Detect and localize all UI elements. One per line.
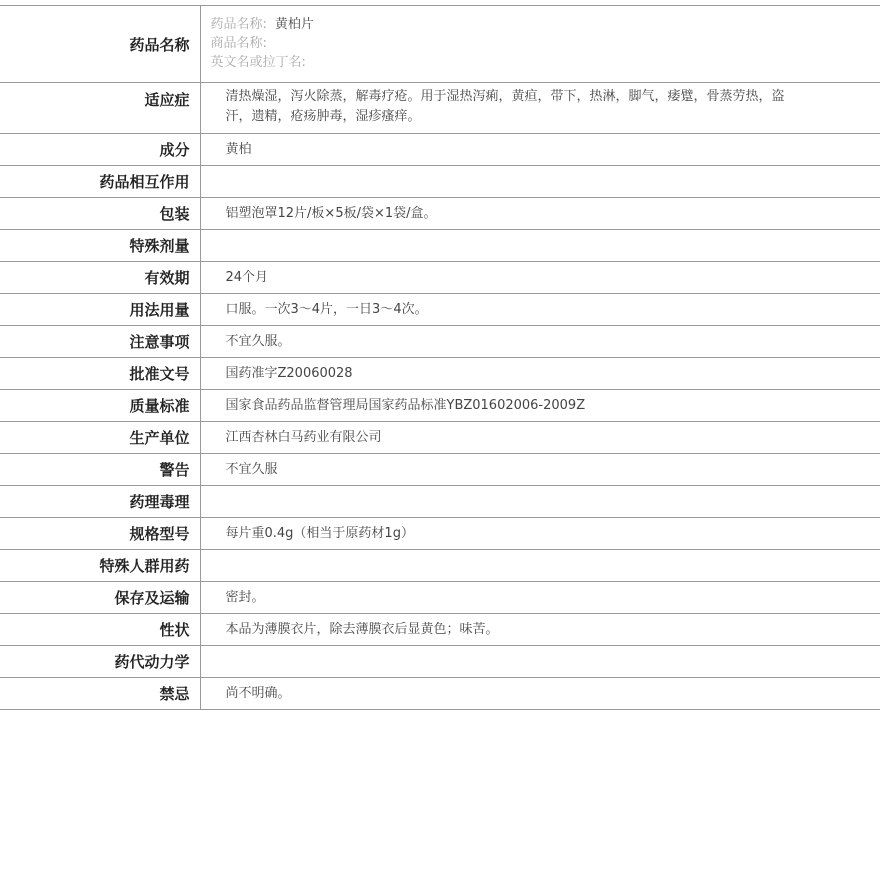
row-label-warning: 警告 — [0, 454, 200, 486]
english-name-line — [211, 53, 791, 72]
english-name-key: 英文名或拉丁名: — [210, 55, 306, 70]
table-row-quality-standard — [0, 390, 880, 422]
row-label-storage: 保存及运输 — [0, 582, 200, 614]
row-label-appearance: 性状 — [0, 614, 200, 646]
table-row-usage — [0, 294, 880, 326]
table-row-precautions — [0, 326, 880, 358]
generic-name-key: 药品名称: — [210, 17, 267, 32]
row-value-warning: 不宜久服 — [200, 454, 880, 486]
row-value-manufacturer: 江西杏林白马药业有限公司 — [200, 422, 880, 454]
generic-name-line — [211, 15, 791, 34]
generic-name-value: 黄柏片 — [274, 17, 314, 32]
row-label-usage: 用法用量 — [0, 294, 200, 326]
drug-name-cell — [200, 6, 880, 83]
row-label-precautions: 注意事项 — [0, 326, 200, 358]
row-label-pharmacokinetics: 药代动力学 — [0, 646, 200, 678]
row-label-specification: 规格型号 — [0, 518, 200, 550]
row-label-ingredients: 成分 — [0, 134, 200, 166]
row-value-special-dosage — [200, 230, 880, 262]
table-row-contraindications — [0, 678, 880, 710]
row-value-indication: 清热燥湿，泻火除蒸，解毒疗疮。用于湿热泻痢，黄疸，带下，热淋，脚气，痿躄，骨蒸劳热，盗汗，遗精，疮疡肿毒，湿疹瘙痒。 — [200, 83, 880, 134]
table-row-shelf-life — [0, 262, 880, 294]
row-label-quality-standard: 质量标准 — [0, 390, 200, 422]
table-row-pharmacokinetics — [0, 646, 880, 678]
row-value-specification: 每片重0.4g（相当于原药材1g） — [200, 518, 880, 550]
table-row-special-dosage — [0, 230, 880, 262]
table-row-warning — [0, 454, 880, 486]
row-value-contraindications: 尚不明确。 — [200, 678, 880, 710]
table-row-manufacturer — [0, 422, 880, 454]
drug-info-table — [0, 5, 880, 710]
row-label-packaging: 包装 — [0, 198, 200, 230]
row-label-contraindications: 禁忌 — [0, 678, 200, 710]
row-label-manufacturer: 生产单位 — [0, 422, 200, 454]
row-value-quality-standard: 国家食品药品监督管理局国家药品标准YBZ01602006-2009Z — [200, 390, 880, 422]
row-label-shelf-life: 有效期 — [0, 262, 200, 294]
table-row-specification — [0, 518, 880, 550]
row-label-special-populations: 特殊人群用药 — [0, 550, 200, 582]
table-row-drug-name — [0, 6, 880, 83]
row-label-special-dosage: 特殊剂量 — [0, 230, 200, 262]
row-value-interactions — [200, 166, 880, 198]
row-label-indication: 适应症 — [0, 83, 200, 134]
table-row-appearance — [0, 614, 880, 646]
row-value-storage: 密封。 — [200, 582, 880, 614]
row-value-pharmacology — [200, 486, 880, 518]
row-value-pharmacokinetics — [200, 646, 880, 678]
row-value-approval-number: 国药准字Z20060028 — [200, 358, 880, 390]
row-value-appearance: 本品为薄膜衣片，除去薄膜衣后显黄色；味苦。 — [200, 614, 880, 646]
row-label-approval-number: 批准文号 — [0, 358, 200, 390]
trade-name-line — [211, 34, 791, 53]
table-row-approval-number — [0, 358, 880, 390]
row-label-pharmacology: 药理毒理 — [0, 486, 200, 518]
table-row-indication — [0, 83, 880, 134]
table-row-ingredients — [0, 134, 880, 166]
row-value-packaging: 铝塑泡罩12片/板×5板/袋×1袋/盒。 — [200, 198, 880, 230]
table-row-storage — [0, 582, 880, 614]
row-value-special-populations — [200, 550, 880, 582]
table-row-interactions — [0, 166, 880, 198]
row-value-usage: 口服。一次3～4片，一日3～4次。 — [200, 294, 880, 326]
trade-name-key: 商品名称: — [210, 36, 267, 51]
table-row-packaging — [0, 198, 880, 230]
row-label-drug-name: 药品名称 — [0, 6, 200, 83]
row-value-shelf-life: 24个月 — [200, 262, 880, 294]
row-value-precautions: 不宜久服。 — [200, 326, 880, 358]
table-row-special-populations — [0, 550, 880, 582]
row-label-interactions: 药品相互作用 — [0, 166, 200, 198]
row-value-ingredients: 黄柏 — [200, 134, 880, 166]
table-row-pharmacology — [0, 486, 880, 518]
